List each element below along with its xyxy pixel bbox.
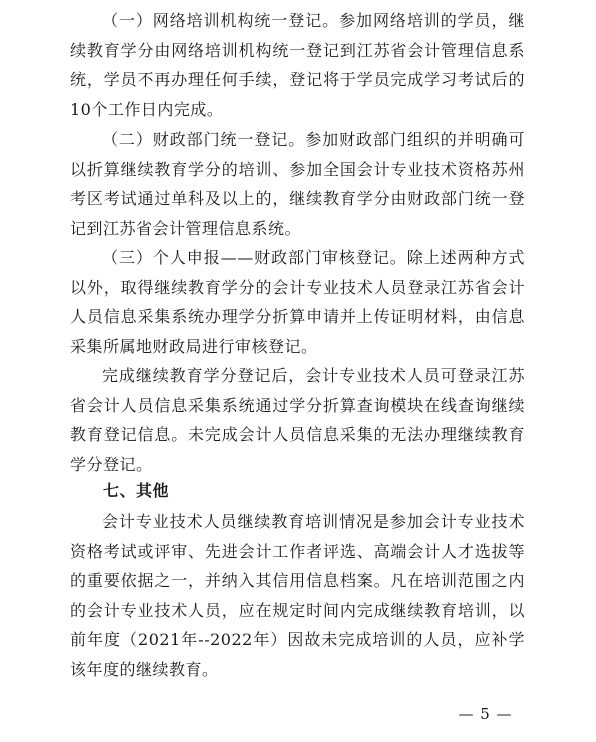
paragraph-registration-query: 完成继续教育学分登记后，会计专业技术人员可登录江苏省会计人员信息采集系统通过学分折算查询模块在线查询继续教育登记信息。未完成会计人员信息采集的无法办理继续教育学分登记。 [70, 366, 525, 474]
section-heading-other: 七、其他 [103, 481, 170, 500]
paragraph-finance-department-registration: （二）财政部门统一登记。参加财政部门组织的并明确可以折算继续教育学分的培训、参加全国会计专业技术资格苏州考区考试通过单科及以上的，继续教育学分由财政部门统一登记到江苏省会计管理信息系统。 [70, 130, 525, 238]
paragraph-network-training-registration: （一）网络培训机构统一登记。参加网络培训的学员，继续教育学分由网络培训机构统一登记到江苏省会计管理信息系统，学员不再办理任何手续，登记将于学员完成学习考试后的10个工作日内完成。 [70, 11, 525, 119]
paragraph-personal-application: （三）个人申报——财政部门审核登记。除上述两种方式以外，取得继续教育学分的会计专业技术人员登录江苏省会计人员信息采集系统办理学分折算申请并上传证明材料，由信息采集所属地财政局进行审核登记。 [70, 248, 525, 356]
paragraph-other-requirements: 会计专业技术人员继续教育培训情况是参加会计专业技术资格考试或评审、先进会计工作者评选、高端会计人才选拔等的重要依据之一，并纳入其信用信息档案。凡在培训范围之内的会计专业技术人员，应在规定时间内完成继续教育培训，以前年度（2021年--2022年）因故未完成培训的人员，应补学该年度的继续教育。 [70, 512, 525, 679]
page-number: — 5 — [458, 705, 513, 723]
